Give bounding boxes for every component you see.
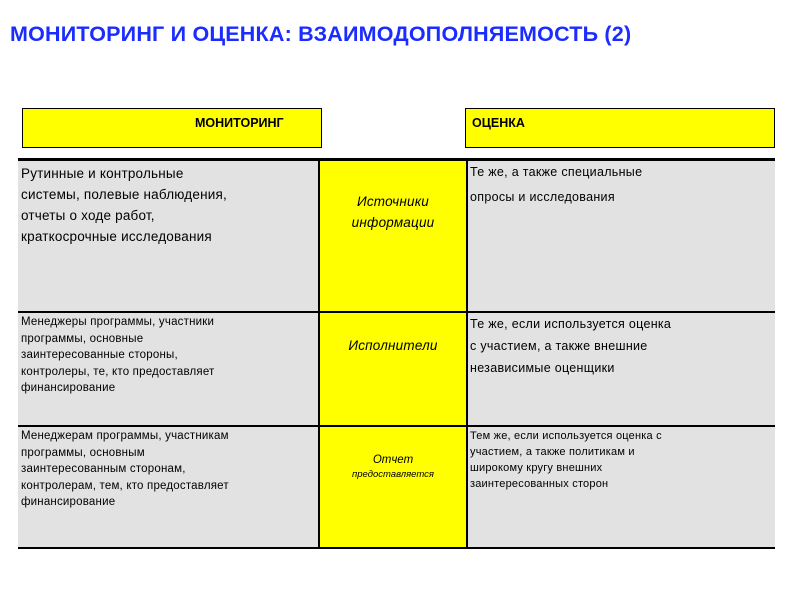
text-line: информации bbox=[351, 215, 435, 230]
header-monitoring bbox=[22, 108, 322, 148]
row-divider bbox=[18, 425, 775, 427]
text-line: Те же, если используется оценка bbox=[470, 317, 672, 331]
monitoring-sources-text bbox=[21, 163, 318, 247]
evaluation-performers-text bbox=[470, 313, 773, 379]
aspect-sources-label bbox=[320, 191, 466, 233]
monitoring-performers-text bbox=[21, 314, 318, 397]
text-line: контролеры, те, кто предоставляет bbox=[21, 365, 215, 378]
text-line: опросы и исследования bbox=[470, 190, 615, 204]
text-line: Менеджерам программы, участникам bbox=[21, 430, 229, 442]
text-line: отчеты о ходе работ, bbox=[21, 208, 155, 223]
text-line: контролерам, тем, кто предоставляет bbox=[21, 479, 229, 492]
monitoring-report-text bbox=[21, 428, 318, 511]
text-line: краткосрочные исследования bbox=[21, 229, 212, 244]
evaluation-sources-text bbox=[470, 160, 773, 210]
text-line: Рутинные и контрольные bbox=[21, 166, 184, 181]
aspect-report-label bbox=[320, 452, 466, 482]
table-bottom-rule bbox=[18, 547, 775, 549]
text-line: заинтересованные стороны, bbox=[21, 349, 178, 361]
text-line: Те же, а также специальные bbox=[470, 165, 643, 179]
text-line: программы, основным bbox=[21, 446, 145, 459]
text-line: Отчет bbox=[372, 454, 414, 466]
page-title: МОНИТОРИНГ И ОЦЕНКА: ВЗАИМОДОПОЛНЯЕМОСТЬ (2) bbox=[10, 22, 632, 46]
text-line: финансирование bbox=[21, 382, 116, 394]
header-evaluation bbox=[465, 108, 775, 148]
aspect-performers-label bbox=[320, 335, 466, 356]
text-line: Тем же, если используется оценка с bbox=[470, 430, 662, 442]
text-line: с участием, а также внешние bbox=[470, 339, 648, 353]
text-line: заинтересованным сторонам, bbox=[21, 463, 186, 475]
text-line: финансирование bbox=[21, 496, 116, 508]
text-line: заинтересованных сторон bbox=[470, 478, 609, 490]
text-line: участием, а также политикам и bbox=[470, 446, 635, 458]
text-line: широкому кругу внешних bbox=[470, 462, 603, 474]
text-line: системы, полевые наблюдения, bbox=[21, 187, 227, 202]
header-evaluation-label: ОЦЕНКА bbox=[472, 116, 525, 130]
header-monitoring-label: МОНИТОРИНГ bbox=[195, 116, 284, 130]
text-line: предоставляется bbox=[352, 469, 434, 480]
text-line: Менеджеры программы, участники bbox=[21, 316, 215, 328]
text-line: программы, основные bbox=[21, 332, 144, 345]
text-line: Исполнители bbox=[348, 338, 438, 353]
evaluation-report-text bbox=[470, 428, 773, 492]
text-line: независимые оценщики bbox=[470, 361, 615, 375]
text-line: Источники bbox=[356, 194, 429, 209]
